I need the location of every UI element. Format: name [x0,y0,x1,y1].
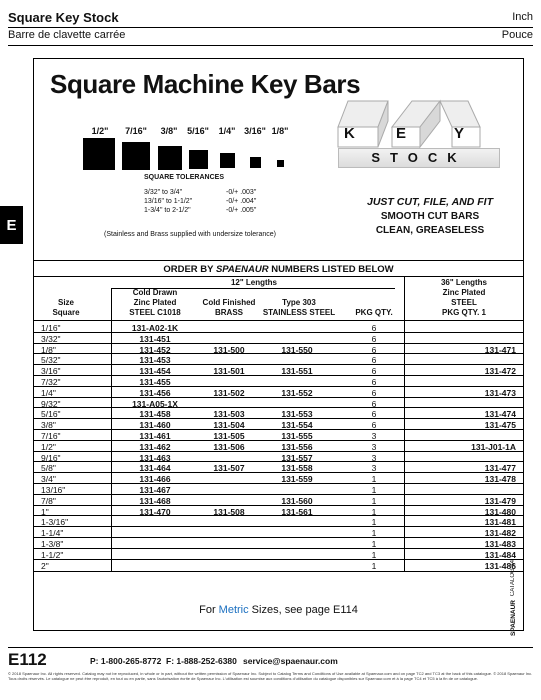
header-steel-line2: Zinc Plated [133,298,177,307]
size-cell: 5/8" [41,463,56,474]
pkg-qty-cell: 6 [371,377,377,387]
steel-part-cell: 131-462 [139,441,171,452]
tolerance-row [144,189,257,196]
tolerance-value: -0/+ .003" [226,189,257,196]
pkg-qty-cell: 1 [371,474,377,485]
tolerance-row [144,207,257,214]
key-square-1-4 [220,153,235,168]
order-heading-brand: SPAENAUR [215,264,269,275]
brass-part-cell: 131-506 [213,441,245,452]
tolerance-range: 3/32" to 3/4" [144,189,183,196]
size-label-3-16: 3/16" [244,126,266,136]
steel-part-cell: 131-A02-1K [131,323,179,333]
size-cell: 1/2" [41,441,56,452]
steel-part-cell: 131-453 [139,355,171,366]
product-title: Square Machine Key Bars [50,69,361,99]
steel-36-part-cell: 131-471 [484,344,516,355]
brass-part-cell: 131-504 [213,420,245,431]
stock-word: STOCK [371,150,467,165]
size-cell: 7/8" [41,495,56,506]
pkg-qty-cell: 1 [371,549,377,560]
size-cell: 5/16" [41,409,61,420]
size-cell: 1-1/2" [41,549,64,560]
catalog-label: CATALOG 14 [510,560,516,597]
header-unit-en: Inch [512,11,533,23]
pkg-qty-cell: 1 [371,495,377,506]
brass-part-cell: 131-503 [213,409,245,420]
size-cell: 3/32" [41,333,61,344]
promo-line-2: SMOOTH CUT BARS [380,211,480,222]
pkg-qty-cell: 1 [371,528,377,539]
pkg-qty-cell: 1 [371,517,377,528]
size-label-1-8: 1/8" [271,126,289,136]
metric-link[interactable]: Metric [218,604,249,616]
header-brass-line2: BRASS [214,308,243,317]
pkg-qty-cell: 6 [371,366,377,377]
stainless-part-cell: 131-560 [281,495,313,506]
size-cell: 5/32" [41,355,61,366]
stainless-part-cell: 131-554 [281,420,313,431]
steel-36-part-cell: 131-478 [484,474,516,485]
steel-part-cell: 131-452 [139,344,171,355]
steel-part-cell: 131-451 [139,333,171,344]
product-panel [33,58,524,631]
header-title: Square Key Stock [8,10,119,25]
pkg-qty-cell: 3 [371,441,377,452]
undersize-note: (Stainless and Brass supplied with undersize tolerance) [104,231,276,238]
steel-part-cell: 131-468 [139,495,171,506]
size-cell: 3/4" [41,474,56,485]
steel-part-cell: 131-466 [139,474,171,485]
steel-part-cell: 131-464 [139,463,171,474]
header-ss-line2: STAINLESS STEEL [262,308,336,317]
tolerance-range: 1-3/4" to 2-1/2" [144,207,191,214]
section-tab[interactable]: E [0,206,23,244]
size-cell: 13/16" [41,485,66,495]
steel-36-part-cell: 131-484 [484,549,516,560]
footer-email[interactable]: service@spaenaur.com [243,656,338,666]
brass-part-cell: 131-501 [213,366,245,377]
stainless-part-cell: 131-557 [281,452,313,463]
steel-36-part-cell: 131-480 [484,506,516,517]
tolerance-row [144,198,257,205]
header-size-line1: Size [57,298,74,307]
tolerance-value: -0/+ .005" [226,207,257,214]
header-unit-fr: Pouce [501,29,533,41]
steel-part-cell: 131-454 [139,366,171,377]
metric-ref-prefix: For [199,604,219,616]
footer-phone[interactable]: P: 1-800-265-8772 [90,656,162,666]
header-bottom-rule [34,320,523,321]
steel-36-part-cell: 131-477 [484,463,516,474]
header-size-line2: Square [52,308,80,317]
key-letter-e: E [396,125,407,142]
header-ss-line1: Type 303 [282,298,316,307]
tolerance-heading: SQUARE TOLERANCES [144,174,224,181]
size-cell: 7/32" [41,377,61,387]
size-cell: 1/8" [41,344,56,355]
key-square-7-16 [122,142,150,170]
header-36-line4: PKG QTY. 1 [441,308,486,317]
steel-36-part-cell: 131-J01-1A [471,441,516,452]
pkg-qty-cell: 3 [371,431,377,441]
stainless-part-cell: 131-552 [281,387,313,398]
order-heading-suffix: NUMBERS LISTED BELOW [268,264,394,275]
metric-reference[interactable] [34,604,523,616]
pkg-qty-cell: 1 [371,485,377,495]
header-12-lengths: 12" Lengths [230,278,278,287]
key-bars-illustration [330,99,500,149]
stainless-part-cell: 131-551 [281,366,313,377]
steel-36-part-cell: 131-479 [484,495,516,506]
header-steel-line3: STEEL C1018 [129,308,181,317]
tolerance-value: -0/+ .004" [226,198,257,205]
size-cell: 9/16" [41,452,61,463]
steel-36-part-cell: 131-474 [484,409,516,420]
tolerance-range: 13/16" to 1-1/2" [144,198,193,205]
size-label-1-2: 1/2" [91,126,109,136]
size-cell: 1/4" [41,387,56,398]
stainless-part-cell: 131-561 [281,506,313,517]
steel-36-part-cell: 131-481 [484,517,516,528]
key-letter-y: Y [454,125,465,142]
table-row [34,560,523,572]
size-cell: 3/16" [41,366,61,377]
table-top-rule [34,276,523,277]
steel-part-cell: 131-458 [139,409,171,420]
steel-part-cell: 131-461 [139,431,171,441]
stainless-part-cell: 131-550 [281,344,313,355]
spaenaur-logo: SPAENAUR [510,600,517,636]
stainless-part-cell: 131-555 [281,431,313,441]
brass-part-cell: 131-508 [213,506,245,517]
size-label-3-8: 3/8" [160,126,178,136]
size-cell: 1-3/16" [41,517,69,528]
size-cell: 1-1/4" [41,528,64,539]
stainless-part-cell: 131-559 [281,474,313,485]
steel-36-part-cell: 131-473 [484,387,516,398]
header-rule-bold [8,45,533,46]
steel-part-cell: 131-456 [139,387,171,398]
steel-36-part-cell: 131-483 [484,539,516,549]
metric-ref-suffix: Sizes, see page E114 [248,604,358,616]
stainless-part-cell: 131-556 [281,441,313,452]
key-square-1-8 [277,160,284,167]
pkg-qty-cell: 1 [371,560,377,571]
header-36-line2: Zinc Plated [442,288,486,297]
header-subtitle: Barre de clavette carrée [8,29,126,41]
size-label-5-16: 5/16" [187,126,209,136]
footer-rule [8,647,533,648]
pkg-qty-cell: 6 [371,420,377,431]
size-cell: 1-3/8" [41,539,64,549]
brass-part-cell: 131-502 [213,387,245,398]
pkg-qty-cell: 6 [371,398,377,409]
size-cell: 3/8" [41,420,56,431]
header-36-line1: 36" Lengths [440,278,488,287]
size-cell: 7/16" [41,431,61,441]
pkg-qty-cell: 6 [371,344,377,355]
pkg-qty-cell: 6 [371,323,377,333]
steel-part-cell: 131-460 [139,420,171,431]
size-cell: 1" [41,506,49,517]
header-pkg: PKG QTY. [355,308,393,317]
brass-part-cell: 131-500 [213,344,245,355]
pkg-qty-cell: 1 [371,506,377,517]
footer-fine-print: © 2018 Spaenaur Inc. All rights reserved. Catalog may not be reproduced, in whole or in part, without the written permission of Spaenaur Inc. Subject to Catalog Terms and Conditions of Use available at Spaenaur.com and on page TC2 and TC3 at the back of this catalogue. © 2018 Spaenaur Inc. Tous droits réservés. Le catalogue ne peut être reproduit, en tout ou en partie, sans l'autorisation écrite de Spaenaur Inc. L'utilisation est soumise aux conditions d'utilisation du catalogue disponibles sur Spaenaur.com et à la page TC4 et TC5 à la fin de ce catalogue. [8,671,533,681]
steel-part-cell: 131-455 [139,377,171,387]
pkg-qty-cell: 6 [371,355,377,366]
section-divider [34,260,523,261]
size-label-1-4: 1/4" [218,126,236,136]
steel-36-part-cell: 131-482 [484,528,516,539]
promo-line-1: JUST CUT, FILE, AND FIT [367,196,493,208]
table-bottom-rule [34,571,523,572]
pkg-qty-cell: 6 [371,333,377,344]
steel-part-cell: 131-A05-1X [132,398,178,409]
order-heading [34,264,523,275]
header-rule [8,27,533,28]
pkg-qty-cell: 3 [371,463,377,474]
footer-fax: F: 1-888-252-6380 [166,656,237,666]
steel-36-part-cell: 131-475 [484,420,516,431]
order-heading-prefix: ORDER BY [163,264,216,275]
key-square-1-2 [83,138,115,170]
promo-line-3: CLEAN, GREASELESS [375,225,485,236]
brass-part-cell: 131-507 [213,463,245,474]
pkg-qty-cell: 1 [371,539,377,549]
key-letter-k: K [344,125,355,142]
stainless-part-cell: 131-553 [281,409,313,420]
steel-part-cell: 131-463 [139,452,171,463]
pkg-qty-cell: 6 [371,387,377,398]
size-cell: 9/32" [41,398,61,409]
key-square-3-16 [250,157,261,168]
steel-36-part-cell: 131-472 [484,366,516,377]
steel-part-cell: 131-470 [139,506,171,517]
key-square-3-8 [158,146,182,170]
brass-part-cell: 131-505 [213,431,245,441]
pkg-qty-cell: 6 [371,409,377,420]
steel-part-cell: 131-467 [139,485,171,495]
steel-36-part-cell: 131-486 [484,560,516,571]
header-steel-line1: Cold Drawn [132,288,178,297]
size-label-7-16: 7/16" [125,126,147,136]
key-square-5-16 [189,150,208,169]
size-cell: 1/16" [41,323,61,333]
page-number: E112 [8,650,47,669]
pkg-qty-cell: 3 [371,452,377,463]
stainless-part-cell: 131-558 [281,463,313,474]
header-36-line3: STEEL [451,298,477,307]
header-brass-line1: Cold Finished [202,298,256,307]
size-cell: 2" [41,560,49,571]
